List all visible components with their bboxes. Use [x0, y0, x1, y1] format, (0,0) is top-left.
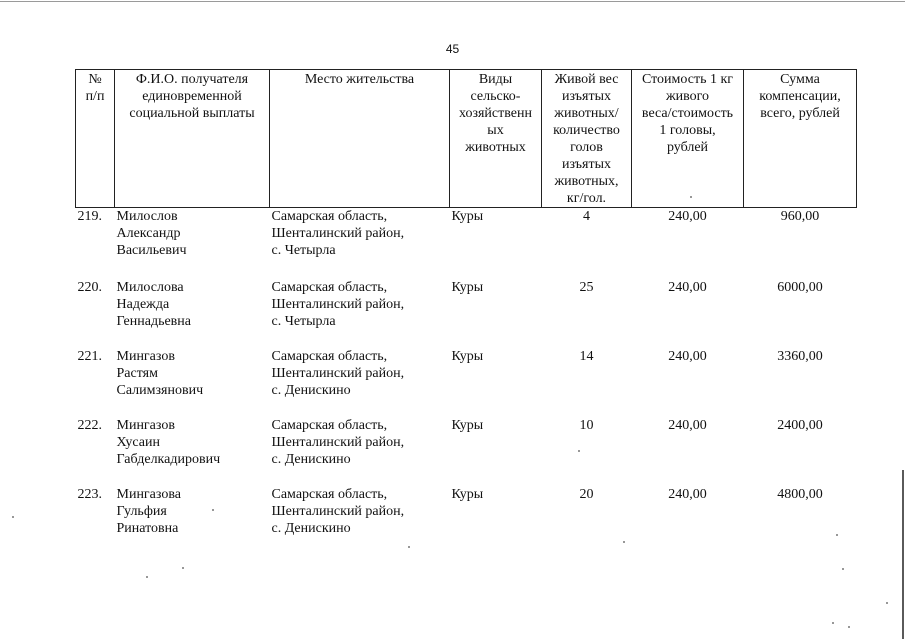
compensation-sum: 3360,00	[777, 348, 823, 364]
header-sum: Сумма компенсации, всего, рублей	[744, 70, 857, 208]
animal-kind: Куры	[451, 486, 484, 502]
row-number: 221.	[77, 348, 102, 364]
header-row	[76, 70, 857, 208]
recipient-name: Мингазов Растям Салимзянович	[116, 348, 204, 398]
header-num: № п/п	[76, 70, 115, 208]
scan-speck	[836, 534, 838, 536]
weight-count: 10	[579, 417, 594, 433]
scan-speck	[182, 567, 184, 569]
row-number: 223.	[77, 486, 102, 502]
compensation-sum: 960,00	[780, 209, 820, 224]
animal-kind: Куры	[451, 348, 484, 364]
table-body	[76, 208, 857, 555]
scan-speck	[578, 450, 580, 452]
scan-speck	[690, 196, 692, 198]
unit-cost: 240,00	[668, 486, 707, 502]
residence-address: Самарская область, Шенталинский район, с. Четырла	[271, 209, 405, 258]
animal-kind: Куры	[451, 279, 484, 295]
weight-count: 4	[583, 209, 590, 224]
row-number: 219.	[77, 209, 102, 224]
unit-cost: 240,00	[668, 348, 707, 364]
header-kind: Виды сельско- хозяйственн ых животных	[450, 70, 542, 208]
scan-speck	[408, 546, 410, 548]
scan-edge-shadow	[902, 470, 904, 639]
row-number: 220.	[77, 279, 102, 295]
header-address: Место жительства	[270, 70, 450, 208]
scan-speck	[212, 509, 214, 511]
header-name: Ф.И.О. получателя единовременной социальной выплаты	[115, 70, 270, 208]
scan-speck	[623, 541, 625, 543]
recipient-name: Милослова Надежда Геннадьевна	[116, 279, 191, 329]
weight-count: 14	[579, 348, 594, 364]
scan-speck	[12, 516, 14, 518]
header-cost: Стоимость 1 кг живого веса/стоимость 1 головы, рублей	[632, 70, 744, 208]
table-row	[76, 417, 857, 486]
table-row	[76, 208, 857, 279]
table-row	[76, 348, 857, 417]
scan-speck	[146, 576, 148, 578]
unit-cost: 240,00	[668, 279, 707, 295]
unit-cost: 240,00	[668, 417, 707, 433]
animal-kind: Куры	[451, 417, 484, 433]
residence-address: Самарская область, Шенталинский район, с. Четырла	[271, 279, 405, 329]
animal-kind: Куры	[451, 209, 484, 224]
scan-speck	[886, 602, 888, 604]
residence-address: Самарская область, Шенталинский район, с. Денискино	[271, 348, 405, 398]
scan-speck	[842, 568, 844, 570]
recipient-name: Мингазова Гульфия Ринатовна	[116, 486, 181, 536]
weight-count: 20	[579, 486, 594, 502]
scan-speck	[832, 622, 834, 624]
header-weight: Живой вес изъятых животных/ количество голов изъятых животных, кг/гол.	[542, 70, 632, 208]
recipient-name: Мингазов Хусаин Габделкадирович	[116, 417, 221, 467]
compensation-table	[75, 69, 857, 555]
table-row	[76, 486, 857, 555]
compensation-sum: 6000,00	[777, 279, 823, 295]
scan-speck	[848, 626, 850, 628]
unit-cost: 240,00	[668, 209, 707, 224]
compensation-sum: 2400,00	[777, 417, 823, 433]
row-number: 222.	[77, 417, 102, 433]
table-row	[76, 279, 857, 348]
residence-address: Самарская область, Шенталинский район, с. Денискино	[271, 486, 405, 536]
table-header	[76, 70, 857, 208]
residence-address: Самарская область, Шенталинский район, с. Денискино	[271, 417, 405, 467]
page-number: 45	[445, 42, 460, 56]
recipient-name: Милослов Александр Васильевич	[116, 209, 187, 258]
compensation-sum: 4800,00	[777, 486, 823, 502]
weight-count: 25	[579, 279, 594, 295]
top-edge-rule	[0, 1, 905, 2]
